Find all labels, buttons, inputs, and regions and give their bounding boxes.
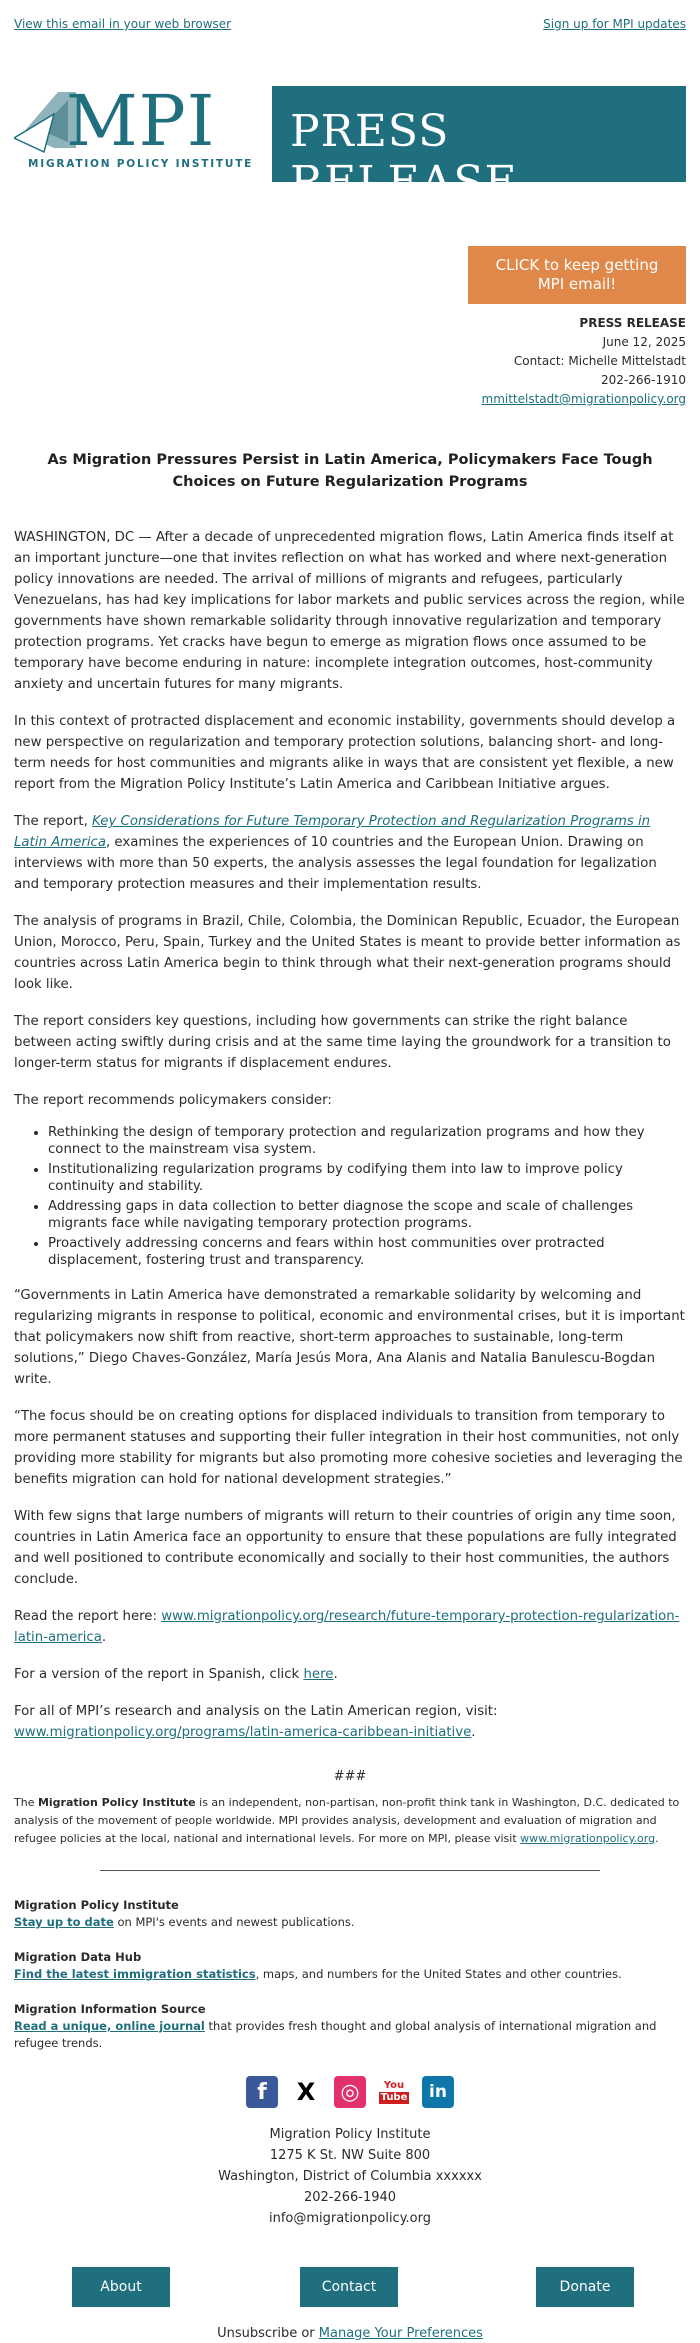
view-in-browser-link[interactable]: View this email in your web browser	[14, 17, 232, 31]
resource-block	[14, 1897, 686, 1931]
resource-block	[14, 1949, 686, 1983]
about-button[interactable]: About	[72, 2267, 170, 2307]
about-mpi: The Migration Policy Institute is an independent, non-partisan, non-profit think tank in Washington, D.C. dedicated to analysis of the movement of people worldwide. MPI provides analysis, development and evaluation of migration and refugee policies at the local, national and international levels. For more on MPI, please visit www.migrationpolicy.org.	[14, 1796, 680, 1845]
cta-line-2: MPI email!	[537, 275, 617, 293]
resource-links	[0, 1897, 700, 2052]
stay-up-to-date-link[interactable]: Stay up to date	[14, 1915, 114, 1929]
city: Washington, District of Columbia xxxxxx	[218, 2169, 482, 2184]
paragraph: In this context of protracted displacement and economic instability, governments should develop a new perspective on regularization and temporary protection solutions, balancing short- and long-term needs for host communities and migrants alike in ways that are consistent yet flexible, a new report from the Migration Policy Institute’s Latin America and Caribbean Initiative argues.	[14, 714, 676, 792]
email: info@migrationpolicy.org	[269, 2211, 431, 2226]
x-icon[interactable]: X	[290, 2076, 322, 2108]
list-item: • Institutionalizing regularization programs by codifying them into law to improve policy continuity and stability.	[48, 1162, 686, 1195]
headline: As Migration Pressures Persist in Latin America, Policymakers Face Tough Choices on Future Regularization Programs	[47, 452, 653, 490]
press-release-banner	[272, 86, 686, 208]
paragraph: For all of MPI’s research and analysis on the Latin American region, visit: www.migrationpolicy.org/programs/latin-america-caribbean-initiative.	[14, 1704, 498, 1740]
paragraph-text: Read the report here:	[14, 1609, 162, 1624]
contact-phone: 202-266-1910	[600, 373, 686, 387]
youtube-icon[interactable]	[378, 2076, 410, 2108]
end-marker: ###	[333, 1769, 367, 1784]
resource-title: Migration Policy Institute	[14, 1898, 179, 1912]
header-banner	[0, 80, 700, 214]
paragraph-text: The report,	[14, 814, 93, 829]
contact-button[interactable]: Contact	[300, 2267, 398, 2307]
logo-subtitle: MIGRATION POLICY INSTITUTE	[28, 158, 254, 170]
manage-preferences-link[interactable]: Manage Your Preferences	[318, 2326, 483, 2341]
top-bar	[0, 0, 700, 56]
paragraph	[14, 811, 686, 895]
release-date: June 12, 2025	[602, 335, 686, 349]
resource-text: , maps, and numbers for the United States and other countries.	[255, 1967, 622, 1981]
spanish-version-link[interactable]: here	[303, 1667, 334, 1682]
donate-button[interactable]: Donate	[536, 2267, 634, 2307]
quote-paragraph: “The focus should be on creating options for displaced individuals to transition from temporary to more permanent statuses and supporting their fuller integration in their host communities, not only providing more stability for migrants but also promoting more cohesive societies and leveraging the benefits migration can hold for national development strategies.”	[14, 1409, 683, 1487]
about-text: The	[14, 1796, 38, 1809]
paragraph: The report recommends policymakers consider:	[14, 1093, 332, 1108]
phone: 202-266-1940	[303, 2190, 397, 2205]
quote-paragraph: “Governments in Latin America have demonstrated a remarkable solidarity by welcoming and regularizing migrants in response to political, economic and environmental crises, but it is important that policymakers now shift from reactive, short-term approaches to sustainable, long-term solutions,” Diego Chaves-González, María Jesús Mora, Ana Alanis and Natalia Banulescu-Bogdan write.	[14, 1288, 685, 1387]
keep-getting-email-button[interactable]	[468, 246, 686, 304]
paragraph: Read the report here: www.migrationpolicy.org/research/future-temporary-protection-regularization-latin-america.	[14, 1609, 680, 1645]
press-contact-block	[0, 314, 700, 409]
cta-line-1: CLICK to keep getting	[495, 256, 659, 274]
org-name: Migration Policy Institute	[269, 2127, 431, 2142]
contact-name: Contact: Michelle Mittelstadt	[513, 354, 686, 368]
list-item: • Proactively addressing concerns and fears within host communities over protracted displacement, fostering trust and transparency.	[48, 1236, 686, 1269]
paragraph: With few signs that large numbers of migrants will return to their countries of origin any time soon, countries in Latin America face an opportunity to ensure that these populations are fully integrated and well positioned to contribute economically and socially to their host communities, the authors conclude.	[14, 1509, 677, 1587]
signup-link[interactable]: Sign up for MPI updates	[543, 17, 686, 31]
footer-buttons	[0, 2267, 700, 2331]
youtube-bottom-text: Tube	[380, 2092, 408, 2103]
social-icons	[0, 2076, 700, 2108]
report-url-link[interactable]: www.migrationpolicy.org/research/future-temporary-protection-regularization-latin-america	[14, 1609, 680, 1645]
paragraph-text: For a version of the report in Spanish, click	[14, 1667, 304, 1682]
mpi-website-link[interactable]: www.migrationpolicy.org	[520, 1832, 656, 1845]
resource-text: on MPI's events and newest publications.	[113, 1915, 355, 1929]
logo-letters: MPI	[66, 80, 216, 162]
paragraph: WASHINGTON, DC — After a decade of unprecedented migration flows, Latin America finds itself at an important juncture—one that invites reflection on what has worked and where next-generation policy innovations are needed. The arrival of millions of migrants and refugees, particularly Venezuelans, has had key implications for labor markets and public services across the region, while governments have shown remarkable solidarity through innovative regularization and temporary protection programs. Yet cracks have begun to emerge as migration flows once assumed to be temporary have become enduring in nature: incomplete integration outcomes, host-community anxiety and uncertain futures for many migrants.	[14, 530, 685, 692]
cta-section	[0, 246, 700, 314]
youtube-top-text: You	[383, 2080, 405, 2091]
immigration-statistics-link[interactable]: Find the latest immigration statistics	[14, 1967, 256, 1981]
about-name: Migration Policy Institute	[37, 1796, 196, 1809]
paragraph-text: , examines the experiences of 10 countries and the European Union. Drawing on interviews with more than 50 experts, the analysis assesses the legal foundation for legalization and temporary protection measures and their implementation results.	[14, 835, 657, 892]
report-title-link[interactable]: Key Considerations for Future Temporary Protection and Regularization Programs in Latin America	[14, 814, 651, 850]
about-text: is an independent, non-partisan, non-profit think tank in Washington, D.C. dedicated to analysis of the movement of people worldwide. MPI provides analysis, development and evaluation of migration and refugee policies at the local, national and international levels. For more on MPI, please visit	[14, 1796, 680, 1845]
press-release-label: PRESS RELEASE	[579, 316, 686, 330]
latin-america-program-link[interactable]: www.migrationpolicy.org/programs/latin-america-caribbean-initiative	[14, 1725, 472, 1740]
divider	[100, 1870, 600, 1871]
article-body	[0, 527, 700, 1743]
paragraph: For a version of the report in Spanish, click here.	[14, 1667, 338, 1682]
mpi-logo[interactable]	[14, 80, 262, 182]
linkedin-icon[interactable]: in	[422, 2076, 454, 2108]
unsubscribe-text: Unsubscribe or	[217, 2326, 319, 2341]
resource-text: that provides fresh thought and global analysis of international migration and refugee trends.	[14, 2019, 657, 2050]
paragraph: The report considers key questions, including how governments can strike the right balance between acting swiftly during crisis and at the same time laying the groundwork for a transition to longer-term status for migrants if displacement endures.	[14, 1014, 671, 1071]
paragraph: The analysis of programs in Brazil, Chile, Colombia, the Dominican Republic, Ecuador, the European Union, Morocco, Peru, Spain, Turkey and the United States is meant to provide better information as countries across Latin America begin to think through what their next-generation programs should look like.	[14, 914, 681, 992]
resource-block	[14, 2001, 686, 2052]
resource-title: Migration Data Hub	[14, 1950, 142, 1964]
street: 1275 K St. NW Suite 800	[269, 2148, 431, 2163]
facebook-icon[interactable]: f	[246, 2076, 278, 2108]
paragraph-text: For all of MPI’s research and analysis on the Latin American region, visit:	[14, 1704, 498, 1719]
instagram-icon[interactable]: ◎	[334, 2076, 366, 2108]
recommendations-list	[14, 1125, 686, 1269]
online-journal-link[interactable]: Read a unique, online journal	[14, 2019, 205, 2033]
list-item: • Rethinking the design of temporary protection and regularization programs and how they connect to the mainstream visa system.	[48, 1125, 686, 1158]
resource-title: Migration Information Source	[14, 2002, 206, 2016]
footer-address	[0, 2124, 700, 2229]
press-release-banner-text: PRESS RELEASE	[290, 106, 518, 208]
contact-email-link[interactable]: mmittelstadt@migrationpolicy.org	[481, 392, 686, 406]
list-item: • Addressing gaps in data collection to better diagnose the scope and scale of challenges migrants face while navigating temporary protection programs.	[48, 1199, 686, 1232]
